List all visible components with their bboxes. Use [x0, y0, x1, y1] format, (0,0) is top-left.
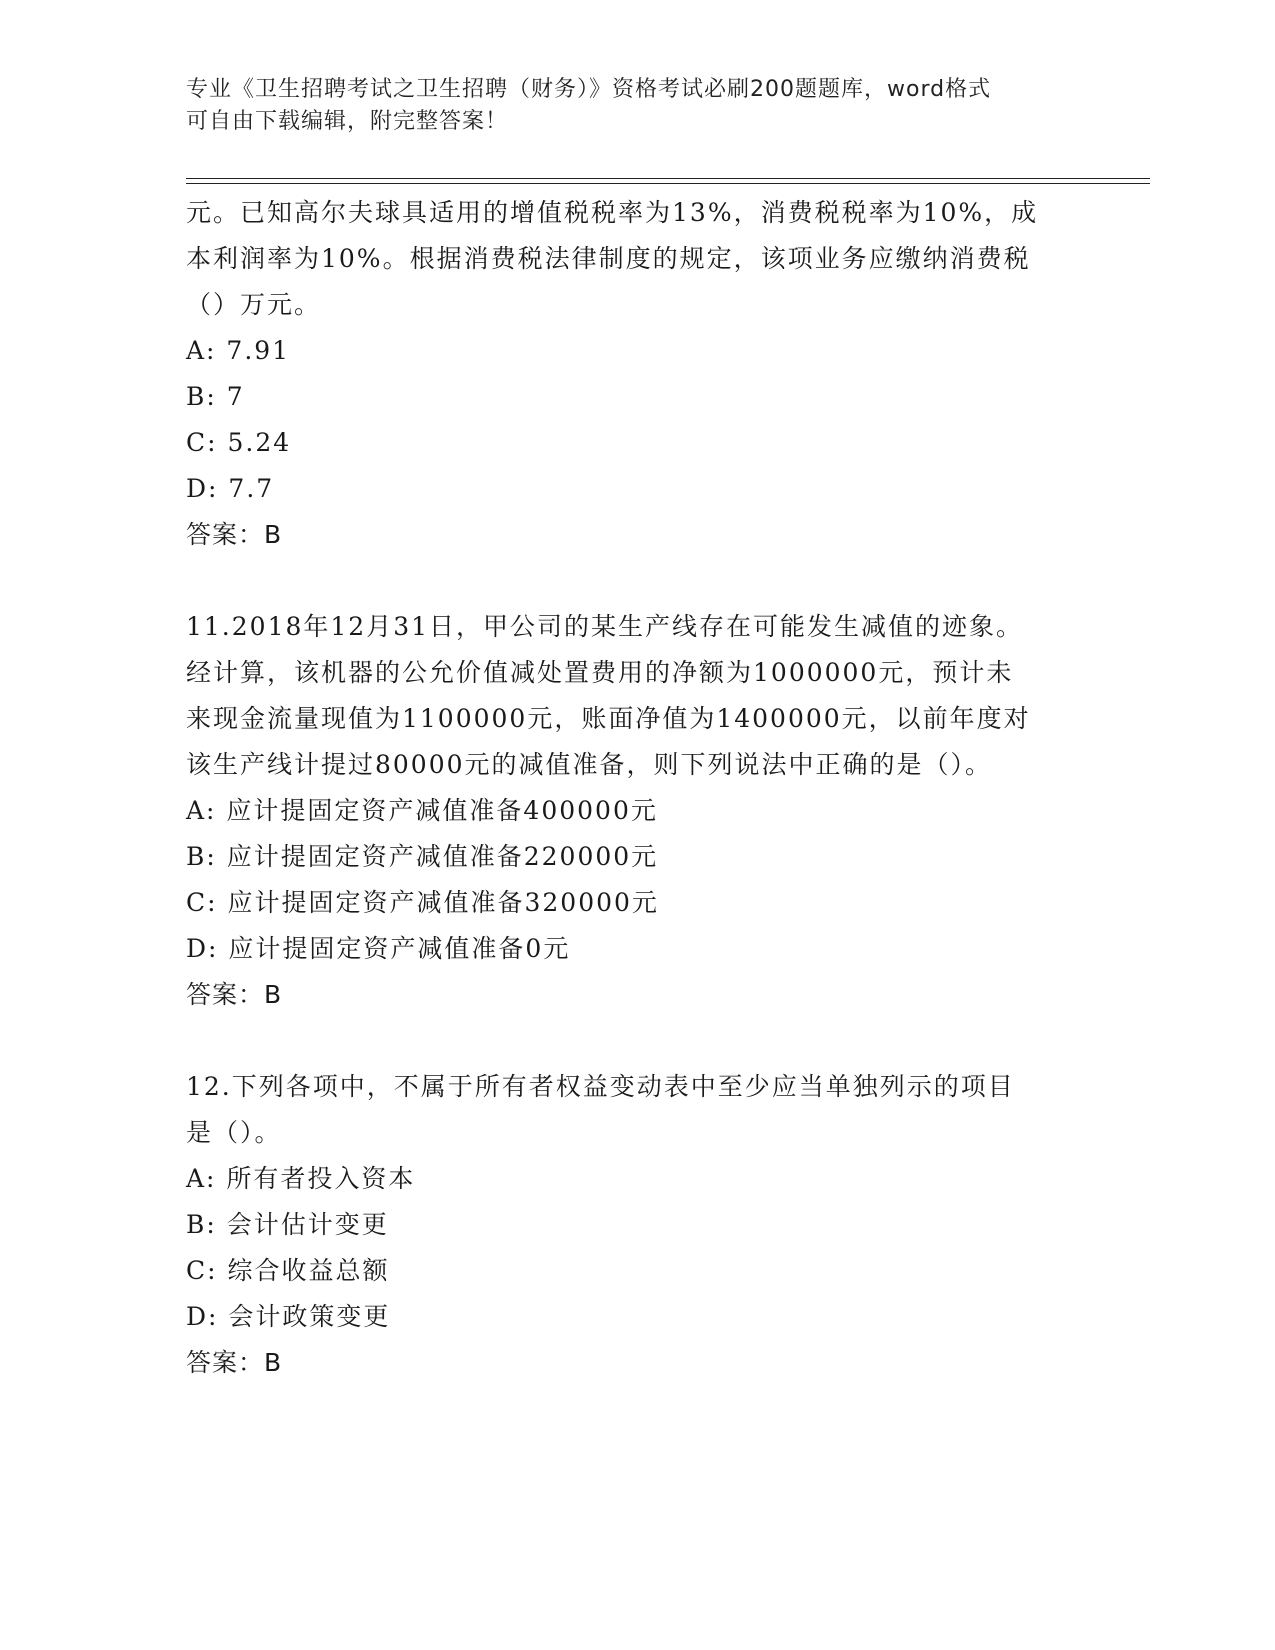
document-body: [186, 190, 1106, 1386]
question-11: [186, 604, 1106, 1018]
question-spacer: [186, 558, 1106, 604]
question-stem-line: 元。已知高尔夫球具适用的增值税税率为13%，消费税税率为10%，成: [186, 198, 1039, 227]
header-title-line-2: 可自由下载编辑，附完整答案！: [186, 109, 509, 134]
question-spacer: [186, 1018, 1106, 1064]
header-divider-bottom: [186, 183, 1150, 184]
question-stem-line: 本利润率为10%。根据消费税法律制度的规定，该项业务应缴纳消费税: [186, 244, 1031, 273]
option-d: D: 会计政策变更: [186, 1302, 391, 1331]
option-b: B: 7: [186, 382, 245, 411]
question-12: [186, 1064, 1106, 1386]
question-stem-line: 12.下列各项中，不属于所有者权益变动表中至少应当单独列示的项目: [186, 1072, 1015, 1101]
option-d: D: 应计提固定资产减值准备0元: [186, 934, 571, 963]
option-a: A: 应计提固定资产减值准备400000元: [186, 796, 658, 825]
option-b: B: 会计估计变更: [186, 1210, 389, 1239]
question-stem-line: 经计算，该机器的公允价值减处置费用的净额为1000000元，预计未: [186, 658, 1014, 687]
document-header: [186, 74, 1086, 138]
question-stem-line: （）万元。: [186, 290, 322, 319]
option-d: D: 7.7: [186, 474, 275, 503]
question-stem-line: 来现金流量现值为1100000元，账面净值为1400000元，以前年度对: [186, 704, 1031, 733]
option-c: C: 5.24: [186, 428, 292, 457]
answer-line: 答案：B: [186, 980, 283, 1009]
option-b: B: 应计提固定资产减值准备220000元: [186, 842, 659, 871]
option-a: A: 7.91: [186, 336, 291, 365]
header-title-line-1: 专业《卫生招聘考试之卫生招聘（财务）》资格考试必刷200题题库，word格式: [186, 77, 992, 102]
question-10: [186, 190, 1106, 558]
header-divider-top: [186, 178, 1150, 179]
option-c: C: 综合收益总额: [186, 1256, 390, 1285]
option-c: C: 应计提固定资产减值准备320000元: [186, 888, 659, 917]
answer-line: 答案：B: [186, 520, 283, 549]
option-a: A: 所有者投入资本: [186, 1164, 416, 1193]
question-stem-line: 该生产线计提过80000元的减值准备，则下列说法中正确的是（）。: [186, 750, 993, 779]
answer-line: 答案：B: [186, 1348, 283, 1377]
question-stem-line: 是（）。: [186, 1118, 282, 1147]
question-stem-line: 11.2018年12月31日，甲公司的某生产线存在可能发生减值的迹象。: [186, 612, 1024, 641]
